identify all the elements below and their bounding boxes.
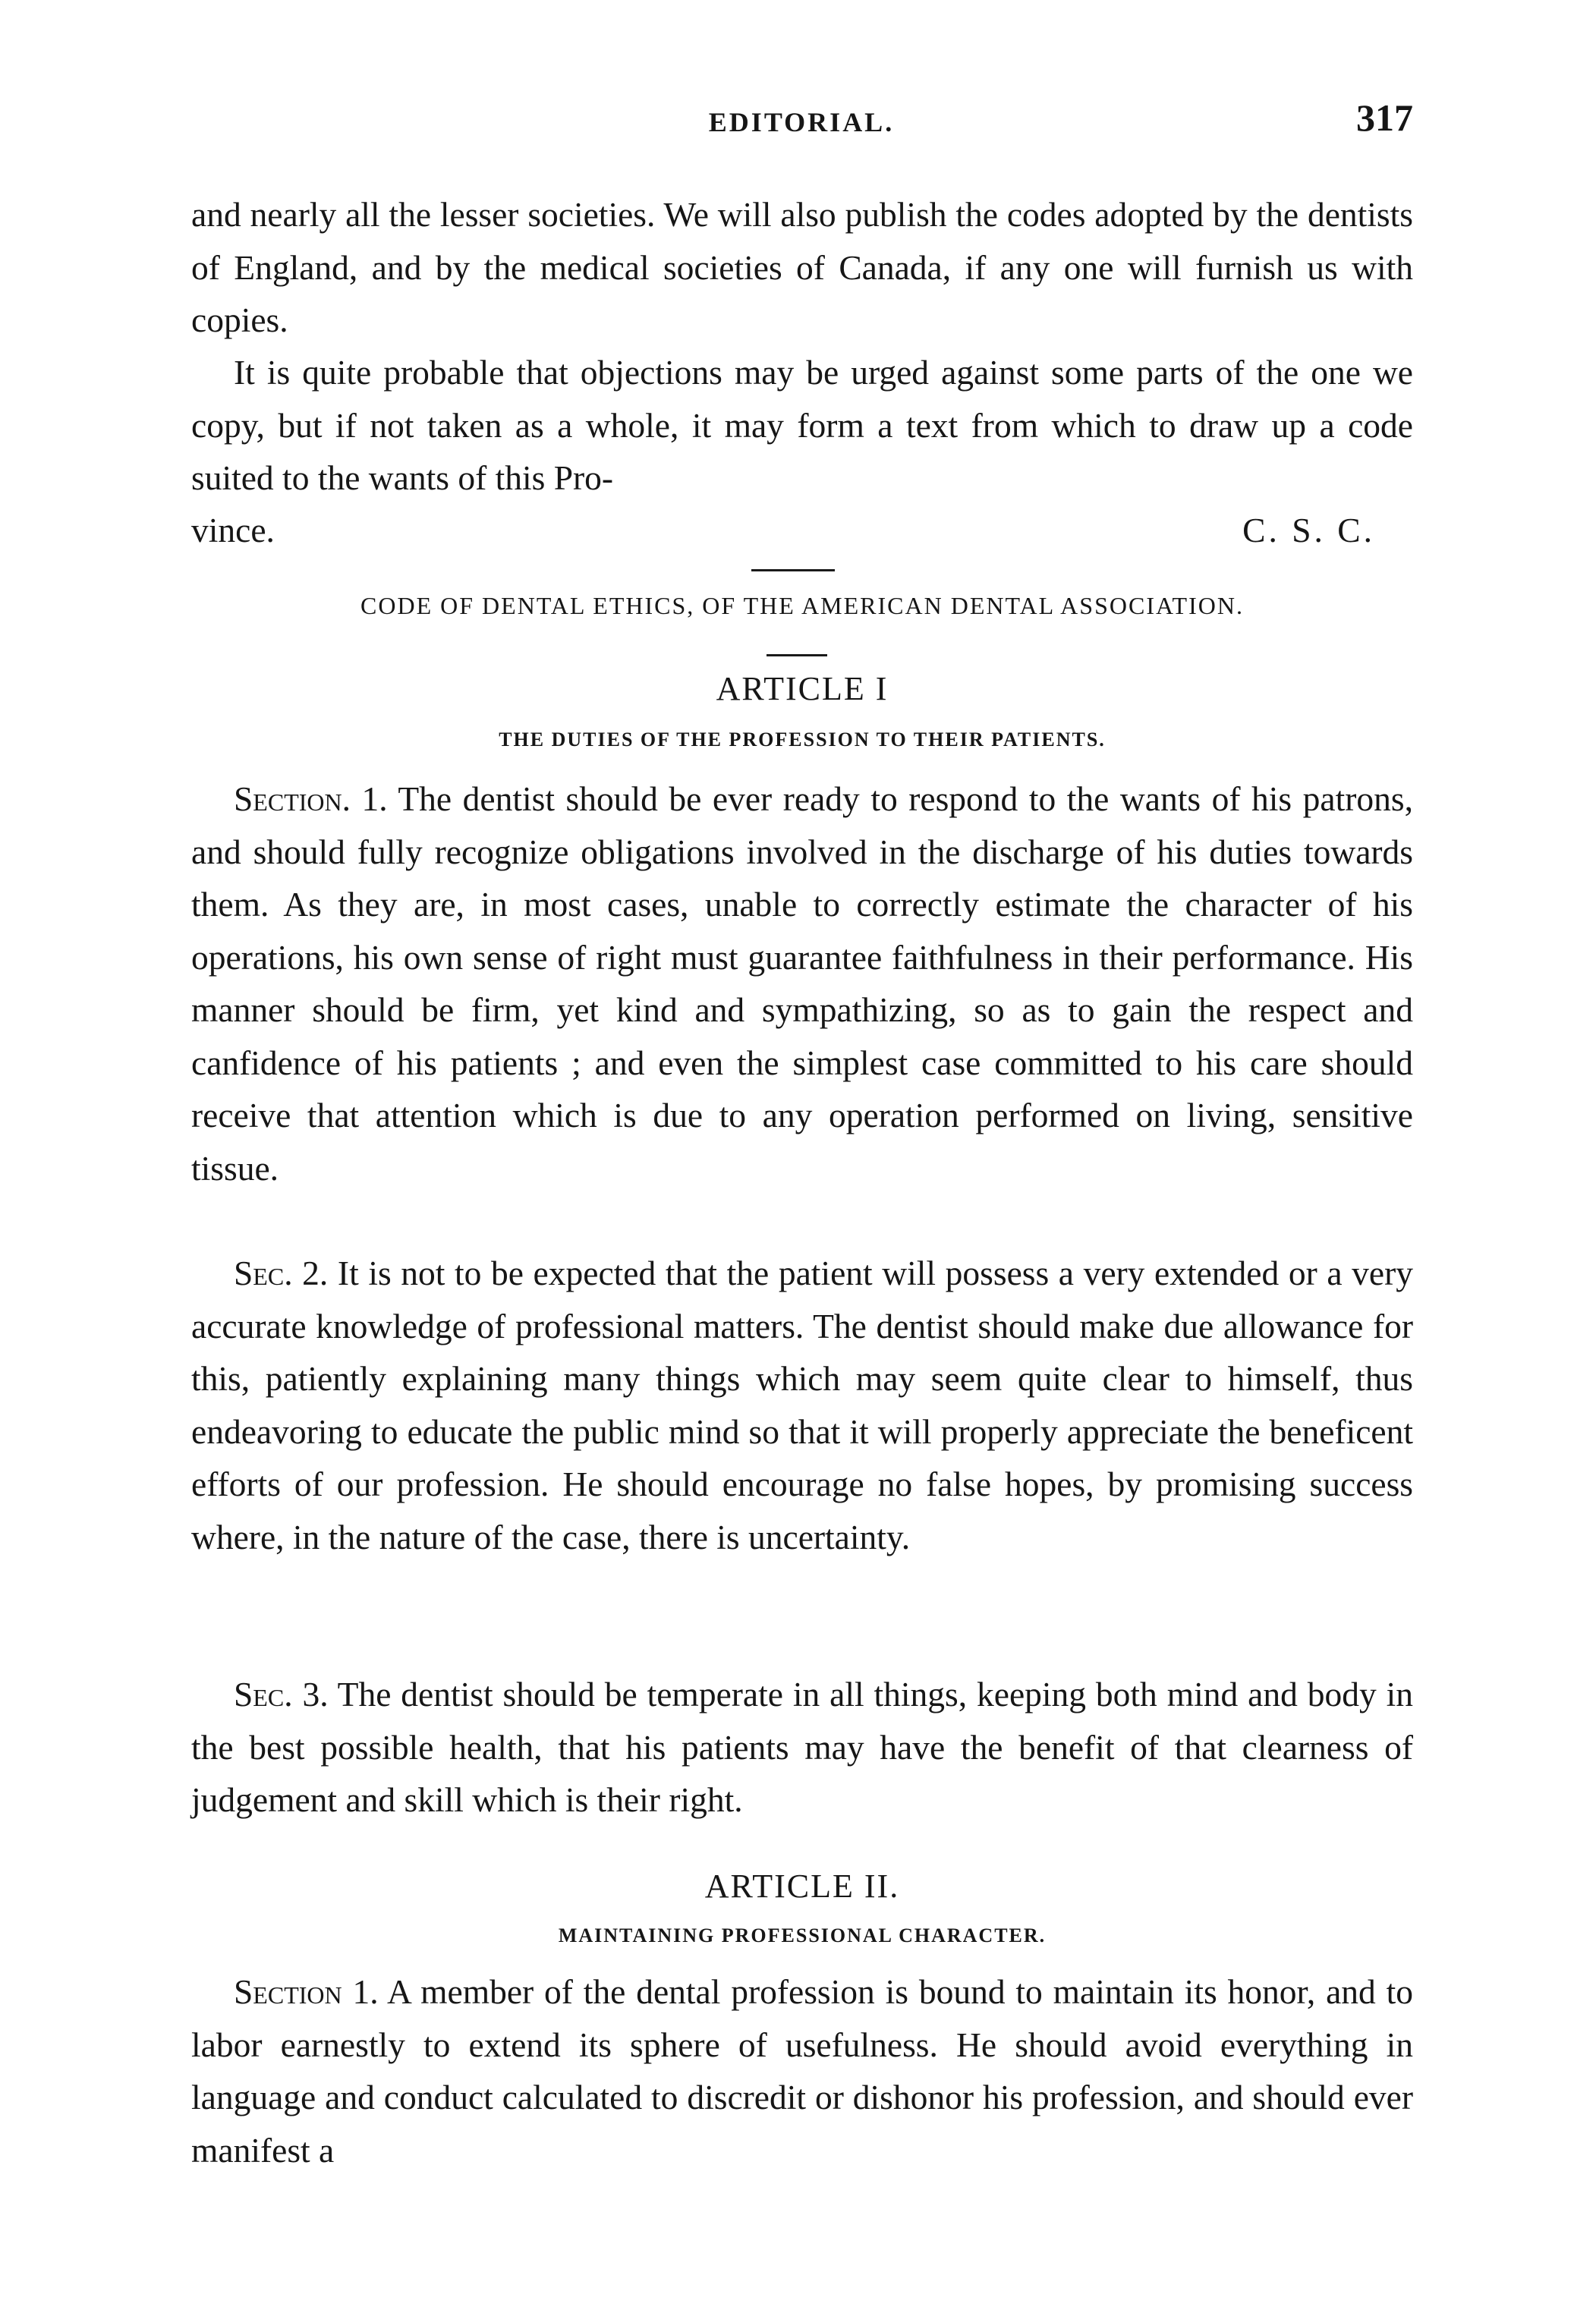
page-number: 317 — [1356, 96, 1413, 139]
article-1-section-2 — [191, 1247, 1413, 1563]
running-title: EDITORIAL. — [708, 107, 895, 137]
title-divider — [767, 654, 827, 656]
signature: C. S. C. — [1242, 511, 1375, 549]
intro-paragraph-1: and nearly all the lesser societies. We will also publish the codes adopted by the dentists of England, and by the medical societies of Canada, if any one will furnish us with copies. — [191, 195, 1413, 339]
page-header — [190, 96, 1413, 159]
article-2-section-1 — [191, 1965, 1413, 2176]
section-label: Section. 1. — [234, 779, 388, 818]
article-1-section-3 — [191, 1668, 1413, 1827]
article-1-subheading: THE DUTIES OF THE PROFESSION TO THEIR PATIENTS. — [499, 729, 1106, 751]
article-1-heading: ARTICLE I — [716, 670, 889, 707]
section-text: It is not to be expected that the patient will possess a very extended or a very accurate knowledge of professional matters. The dentist should make due allowance for this, patiently explaining many things which may seem quite clear to himself, thus endeavoring to educate the public mind so that it will properly appreciate the beneficent efforts of our profession. He should encourage no false hopes, by promising success where, in the nature of the case, there is uncertainty. — [191, 1254, 1414, 1556]
article-2-heading: ARTICLE II. — [704, 1868, 900, 1905]
article-1-section-1 — [191, 773, 1413, 1194]
section-label: Sec. 3. — [234, 1675, 329, 1714]
article-2-subheading: MAINTAINING PROFESSIONAL CHARACTER. — [558, 1924, 1047, 1946]
closing-word: vince. — [191, 511, 275, 549]
section-label: Section 1. — [234, 1972, 379, 2011]
section-text: A member of the dental profession is bound to maintain its honor, and to labor earnestly to extend its sphere of usefulness. He should avoid everything in language and conduct calculated to discredit or dishonor his profession, and should ever manifest a — [191, 1972, 1413, 2170]
code-title: CODE OF DENTAL ETHICS, OF THE AMERICAN DENTAL ASSOCIATION. — [360, 592, 1244, 619]
section-text: The dentist should be temperate in all things, keeping both mind and body in the best possible health, that his patients may have the benefit of that clearness of judgement and skill which is their right. — [191, 1675, 1413, 1819]
intro-paragraph-2: It is quite probable that objections may be urged against some parts of the one we copy, but if not taken as a whole, it may form a text from which to draw up a code suited to the wants of this Pro- — [191, 353, 1413, 497]
section-label: Sec. 2. — [234, 1254, 329, 1292]
section-divider — [751, 569, 835, 571]
section-text: The dentist should be ever ready to respond to the wants of his patrons, and should fully recognize obligations involved in the discharge of his duties towards them. As they are, in most cases, unable to correctly estimate the character of his operations, his own sense of right must guarantee faithfulness in their performance. His manner should be firm, yet kind and sympathizing, so as to gain the respect and canfidence of his patients ; and even the simplest case committed to his care should receive that attention which is due to any operation performed on living, sensitive tissue. — [191, 779, 1413, 1188]
